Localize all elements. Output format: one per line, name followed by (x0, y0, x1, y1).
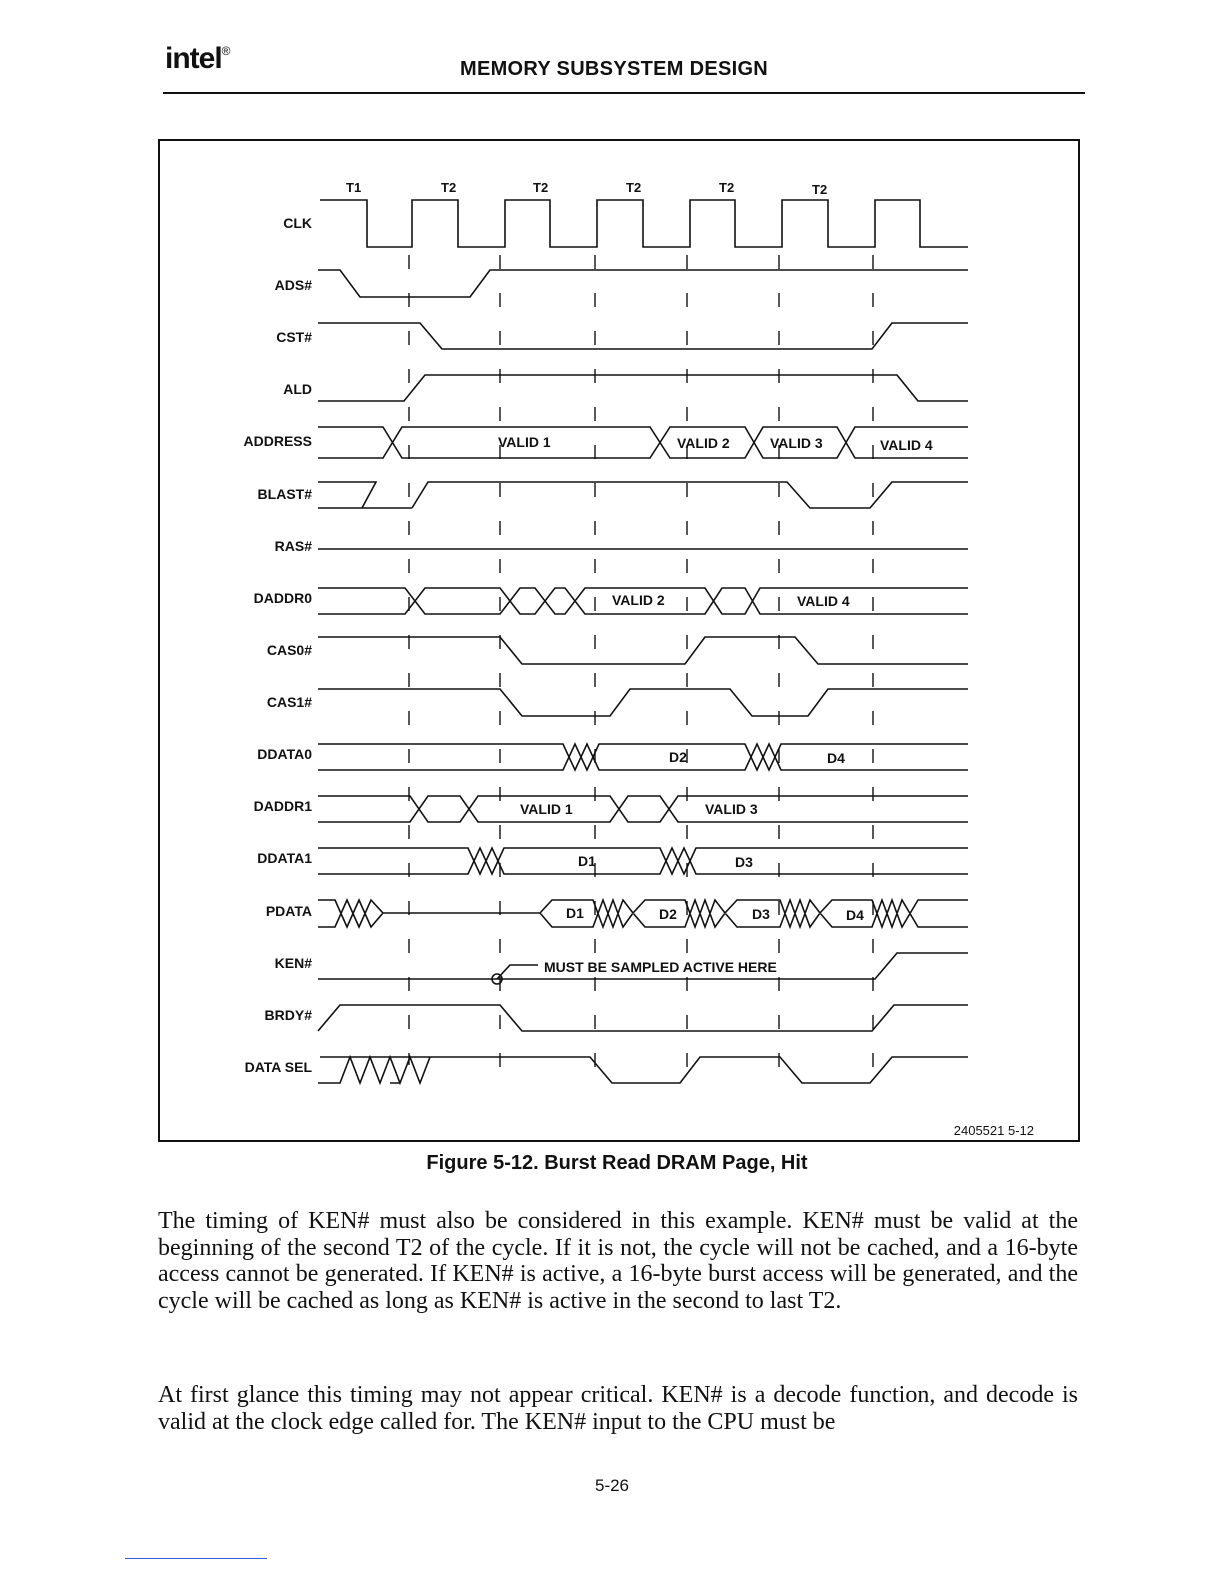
cas1-waveform (318, 689, 968, 716)
daddr1-value: VALID 3 (705, 801, 758, 817)
pdata-value: D4 (846, 907, 864, 923)
clock-label: T2 (626, 180, 642, 195)
body-paragraph: At first glance this timing may not appear critical. KEN# is a decode function, and decode is valid at the clock edge called for. The KEN# input to the CPU must be (158, 1382, 1078, 1435)
blast-waveform (318, 482, 968, 508)
intel-logo: intel® (165, 42, 230, 75)
signal-label-brdy: BRDY# (264, 1007, 312, 1023)
footer-rule (125, 1558, 267, 1559)
signal-label-ras: RAS# (274, 538, 312, 554)
pdata-value: D1 (566, 905, 584, 921)
brdy-waveform (318, 1005, 968, 1031)
clock-label: T2 (533, 180, 549, 195)
clock-label: T2 (441, 180, 457, 195)
signal-labels (244, 215, 313, 1075)
page-header-title: MEMORY SUBSYSTEM DESIGN (460, 58, 769, 80)
cas0-waveform (318, 637, 968, 664)
ddata0-value: D4 (827, 750, 845, 766)
signal-label-ads: ADS# (274, 277, 312, 293)
daddr1-value: VALID 1 (520, 801, 573, 817)
signal-label-ken: KEN# (274, 955, 312, 971)
signal-label-ddata1: DDATA1 (257, 850, 312, 866)
signal-label-daddr0: DADDR0 (253, 590, 312, 606)
daddr0-value: VALID 4 (797, 593, 850, 609)
signal-label-cst: CST# (276, 329, 312, 345)
clk-waveform (320, 200, 968, 247)
ddata0-value: D2 (669, 749, 687, 765)
clock-label: T1 (346, 180, 362, 195)
pdata-value: D3 (752, 906, 770, 922)
ddata0-waveform (318, 744, 968, 770)
signal-label-clk: CLK (283, 215, 312, 231)
daddr1-waveform (318, 796, 968, 822)
pdata-value: D2 (659, 906, 677, 922)
signal-label-address: ADDRESS (243, 433, 312, 449)
cst-waveform (318, 323, 968, 349)
clock-label: T2 (719, 180, 735, 195)
page-number: 5-26 (594, 1476, 630, 1495)
ddata1-value: D1 (578, 853, 596, 869)
figure-id: 2405521 5-12 (953, 1123, 1034, 1138)
signal-label-cas1: CAS1# (266, 694, 312, 710)
pdata-waveform (318, 900, 968, 927)
daddr0-value: VALID 2 (612, 592, 665, 608)
address-value: VALID 2 (677, 435, 730, 451)
signal-label-pdata: PDATA (265, 903, 312, 919)
body-paragraph: The timing of KEN# must also be considered in this example. KEN# must be valid at the beginning of the second T2 of the cycle. If it is not, the cycle will not be cached, and a 16-byte access cannot be generated. If KEN# is active, a 16-byte burst access will be generated, and the cycle will be cached as long as KEN# is active in the second to last T2. (158, 1208, 1078, 1314)
signal-label-blast: BLAST# (257, 486, 312, 502)
waveform-values (498, 434, 1034, 1138)
address-waveform (318, 427, 968, 458)
signal-label-cas0: CAS0# (266, 642, 312, 658)
clock-labels (346, 180, 827, 197)
signal-label-ald: ALD (283, 381, 312, 397)
ken-sample-note: MUST BE SAMPLED ACTIVE HERE (544, 959, 777, 975)
ken-note-leader (497, 965, 538, 979)
ddata1-value: D3 (735, 854, 753, 870)
signal-label-ddata0: DDATA0 (257, 746, 312, 762)
ald-waveform (318, 375, 968, 401)
signal-label-data-sel: DATA SEL (244, 1059, 312, 1075)
address-value: VALID 3 (770, 435, 823, 451)
address-value: VALID 1 (498, 434, 551, 450)
address-value: VALID 4 (880, 437, 933, 453)
data-sel-waveform (318, 1057, 968, 1083)
clock-label: T2 (812, 182, 828, 197)
ads-waveform (318, 270, 968, 297)
signal-label-daddr1: DADDR1 (253, 798, 312, 814)
ddata1-waveform (318, 848, 968, 874)
figure-caption: Figure 5-12. Burst Read DRAM Page, Hit (426, 1152, 808, 1174)
